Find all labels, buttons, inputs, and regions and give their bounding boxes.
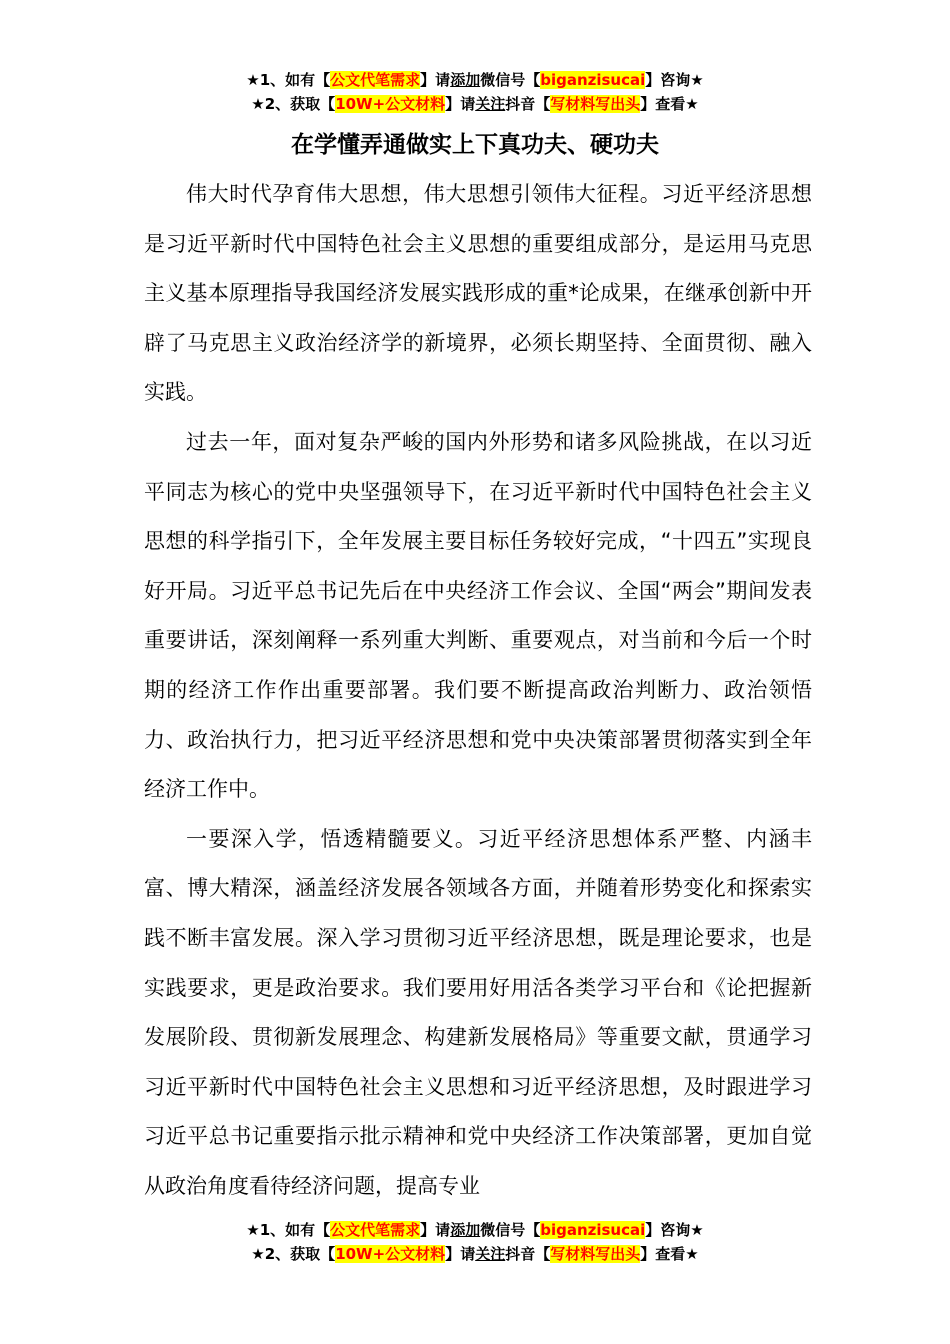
promo-highlight: 写材料写出头	[550, 95, 641, 113]
body-paragraph: 伟大时代孕育伟大思想，伟大思想引领伟大征程。习近平经济思想是习近平新时代中国特色社会主义思想的重要组成部分，是运用马克思主义基本原理指导我国经济发展实践形成的重*论成果，在继承创新中开辟了马克思主义政治经济学的新境界，必须长期坚持、全面贯彻、融入实践。	[144, 182, 812, 405]
promo-line-2	[0, 92, 950, 116]
promo-line-1	[0, 68, 950, 92]
promo-text: 抖音【	[505, 1245, 551, 1263]
top-promo-banner	[0, 68, 950, 116]
document-title: 在学懂弄通做实上下真功夫、硬功夫	[291, 132, 659, 158]
promo-highlight: 10W+公文材料	[335, 95, 446, 113]
promo-text: 】请	[420, 71, 451, 89]
body-paragraph: 一要深入学，悟透精髓要义。习近平经济思想体系严整、内涵丰富、博大精深，涵盖经济发展各领域各方面，并随着形势变化和探索实践不断丰富发展。深入学习贯彻习近平经济思想，既是理论要求，也是实践要求，更是政治要求。我们要用好用活各类学习平台和《论把握新发展阶段、贯彻新发展理念、构建新发展格局》等重要文献，贯通学习习近平新时代中国特色社会主义思想和习近平经济思想，及时跟进学习习近平总书记重要指示批示精神和党中央经济工作决策部署，更加自觉从政治角度看待经济问题，提高专业	[144, 826, 812, 1198]
promo-text: 抖音【	[505, 95, 551, 113]
promo-highlight: biganzisucai	[540, 71, 646, 89]
promo-underlined-text: 关注	[475, 95, 506, 113]
promo-text: 】咨询★	[645, 1221, 704, 1239]
promo-underlined-text: 关注	[475, 1245, 506, 1263]
promo-highlight: 公文代笔需求	[330, 1221, 421, 1239]
promo-text: ★2、获取【	[251, 95, 336, 113]
promo-highlight: 公文代笔需求	[330, 71, 421, 89]
promo-highlight: 写材料写出头	[550, 1245, 641, 1263]
promo-line-1	[0, 1218, 950, 1242]
promo-text: 微信号【	[480, 71, 541, 89]
bottom-promo-banner	[0, 1218, 950, 1266]
promo-line-2	[0, 1242, 950, 1266]
promo-text: 微信号【	[480, 1221, 541, 1239]
document-body	[144, 170, 812, 1211]
promo-text: ★2、获取【	[251, 1245, 336, 1263]
promo-text: 】请	[445, 1245, 476, 1263]
promo-underlined-text: 添加	[450, 1221, 481, 1239]
promo-text: 】咨询★	[645, 71, 704, 89]
promo-highlight: 10W+公文材料	[335, 1245, 446, 1263]
promo-text: ★1、如有【	[246, 71, 331, 89]
body-paragraph: 过去一年，面对复杂严峻的国内外形势和诸多风险挑战，在以习近平同志为核心的党中央坚强领导下，在习近平新时代中国特色社会主义思想的科学指引下，全年发展主要目标任务较好完成，“十四五”实现良好开局。习近平总书记先后在中央经济工作会议、全国“两会”期间发表重要讲话，深刻阐释一系列重大判断、重要观点，对当前和今后一个时期的经济工作作出重要部署。我们要不断提高政治判断力、政治领悟力、政治执行力，把习近平经济思想和党中央决策部署贯彻落实到全年经济工作中。	[144, 429, 812, 802]
promo-text: 】查看★	[640, 1245, 699, 1263]
promo-text: 】查看★	[640, 95, 699, 113]
promo-highlight: biganzisucai	[540, 1221, 646, 1239]
promo-text: ★1、如有【	[246, 1221, 331, 1239]
promo-text: 】请	[445, 95, 476, 113]
promo-underlined-text: 添加	[450, 71, 481, 89]
promo-text: 】请	[420, 1221, 451, 1239]
